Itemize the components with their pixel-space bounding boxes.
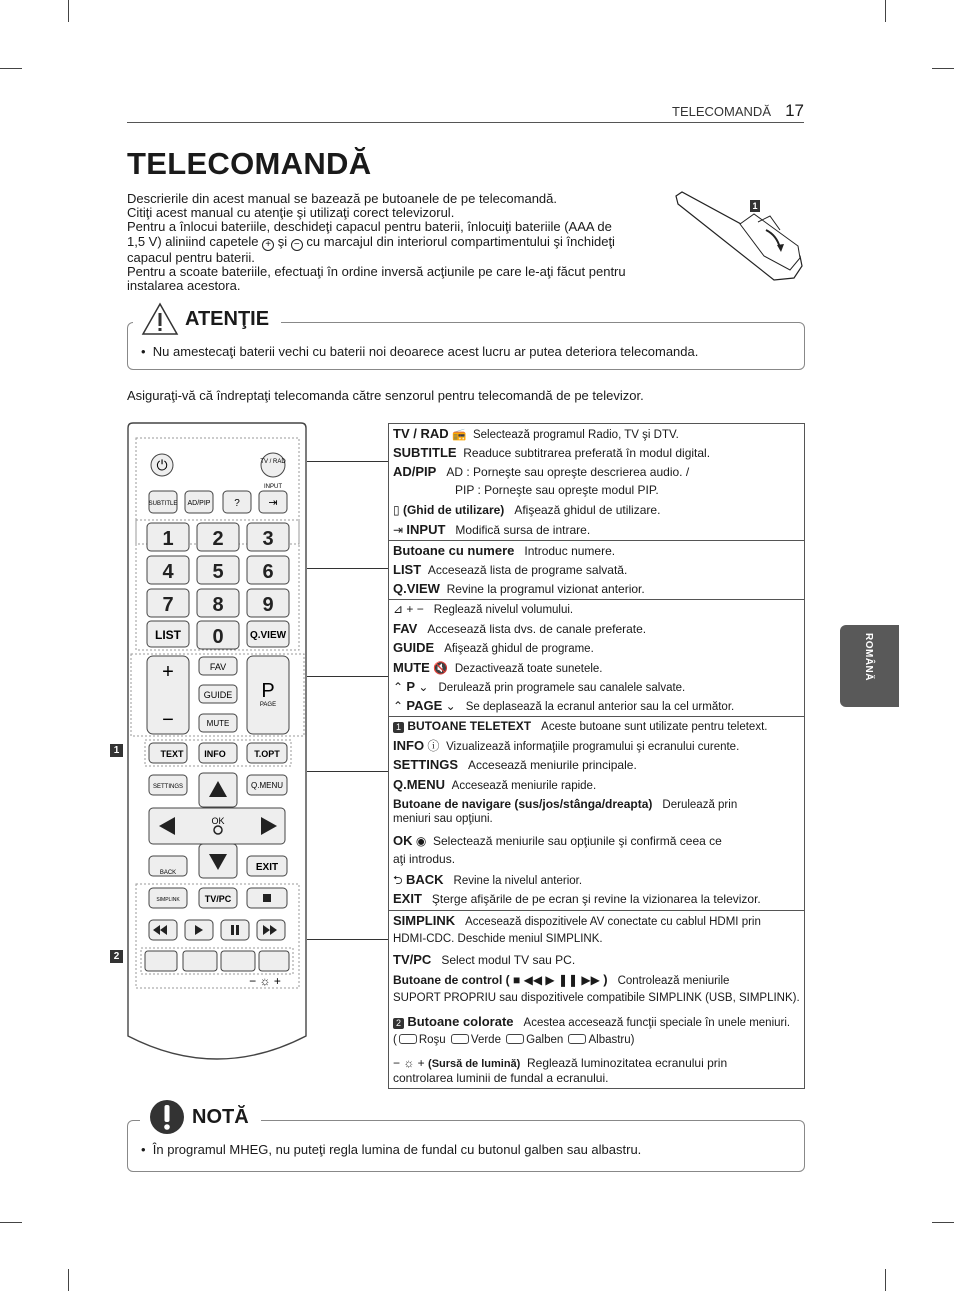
- backlight-icon: − ☼ +: [393, 1056, 425, 1070]
- exclamation-icon: [148, 1098, 186, 1136]
- input-icon: ⇥: [268, 497, 278, 509]
- crop-mark: [68, 0, 69, 22]
- minus-icon: −: [291, 239, 303, 251]
- running-header: [127, 103, 804, 123]
- svg-text:Q.MENU: Q.MENU: [251, 781, 283, 790]
- svg-text:3: 3: [262, 528, 274, 550]
- svg-text:TV/PC: TV/PC: [204, 894, 232, 904]
- svg-text:SETTINGS: SETTINGS: [152, 784, 184, 790]
- crop-mark: [0, 1222, 22, 1223]
- leader-line: [307, 676, 388, 677]
- crop-mark: [0, 68, 22, 69]
- svg-text:7: 7: [162, 594, 174, 616]
- svg-text:P: P: [261, 680, 275, 702]
- svg-text:2: 2: [212, 528, 224, 550]
- back-icon: ⮌: [393, 873, 403, 887]
- green-button-icon: [451, 1034, 469, 1044]
- info-icon: ⓘ: [427, 739, 440, 753]
- language-tab: ROMÂNĂ: [840, 625, 899, 707]
- aim-instruction: Asiguraţi-vă că îndreptaţi telecomanda către senzorul pentru telecomandă de pe televizor.: [127, 388, 644, 403]
- media-control-icons: ■ ◀◀ ▶ ❚❚ ▶▶: [513, 973, 600, 987]
- svg-text:AD/PIP: AD/PIP: [187, 500, 211, 507]
- svg-text:6: 6: [262, 561, 274, 583]
- remote-control-illustration: [127, 422, 307, 1068]
- svg-text:+: +: [162, 661, 174, 683]
- power-icon: ⏻: [156, 457, 168, 473]
- plus-icon: +: [262, 239, 274, 251]
- svg-text:4: 4: [162, 561, 174, 583]
- svg-text:−: −: [162, 709, 174, 731]
- chevron-up-icon: ⌃: [393, 680, 404, 694]
- volume-icon: ⊿ + −: [393, 602, 424, 616]
- crop-mark: [885, 0, 886, 22]
- crop-mark: [68, 1269, 69, 1291]
- svg-text:GUIDE: GUIDE: [203, 690, 233, 700]
- svg-text:9: 9: [262, 594, 274, 616]
- svg-text:INFO: INFO: [204, 749, 226, 759]
- svg-text:MUTE: MUTE: [206, 719, 230, 728]
- table-section-4: 1 BUTOANE TELETEXT Aceste butoane sunt utilizate pentru teletext. INFO ⓘ Vizualizează informaţiile programului şi ecranului curente. SETTINGS Accesează meniurile principale. Q.MENU Accesează meniurile rapide. Butoane de navigare (sus/jos/stânga/dreapta) Derulează prin meniuri sau opţiuni. OK ◉ Selectează meniurile sau opţiunile şi confirmă ceea ce aţi introdus. ⮌ BACK Revine la nivelul anterior. EXIT Şterge afişările de pe ecran şi revine la vizionarea la televizor.: [389, 717, 804, 911]
- battery-cover-illustration: [674, 190, 804, 282]
- leader-line: [307, 939, 388, 940]
- guide-icon: ▯: [393, 503, 400, 517]
- note-bullet: • În programul MHEG, nu puteţi regla lumina de fundal cu butonul galben sau albastru.: [141, 1142, 642, 1157]
- warning-triangle-icon: [141, 302, 179, 336]
- svg-text:EXIT: EXIT: [255, 862, 279, 873]
- red-button-icon: [399, 1034, 417, 1044]
- svg-text:LIST: LIST: [155, 628, 181, 642]
- table-section-1: TV / RAD 📻 Selectează programul Radio, TV şi DTV. SUBTITLE Readuce subtitrarea preferată în modul digital. AD/PIP AD : Porneşte sau opreşte descrierea audio. / PIP : Porneşte sau opreşte modul PIP. ▯ (Ghid de utilizare) Afişează ghidul de utilizare. ⇥ INPUT Modifică sursa de intrare.: [389, 424, 804, 541]
- svg-text:SUBTITLE: SUBTITLE: [148, 501, 178, 507]
- caution-bullet: • Nu amestecaţi baterii vechi cu baterii noi deoarece acest lucru ar putea deteriora telecomanda.: [141, 344, 699, 359]
- callout-1: 1: [110, 744, 123, 757]
- page-number: 17: [785, 101, 804, 120]
- crop-mark: [885, 1269, 886, 1291]
- callout-2: 2: [110, 950, 123, 963]
- button-description-table: [388, 423, 805, 1089]
- caution-heading: ATENŢIE: [133, 299, 281, 339]
- svg-text:T.OPT: T.OPT: [254, 749, 280, 759]
- svg-text:OK: OK: [211, 816, 225, 826]
- blue-button-icon: [568, 1034, 586, 1044]
- table-section-5: SIMPLINK Accesează dispozitivele AV conectate cu cablul HDMI prin HDMI-CDC. Deschide meniul SIMPLINK. TV/PC Select modul TV sau PC. Butoane de control ( ■ ◀◀ ▶ ❚❚ ▶▶ ) Controlează meniurile SUPORT PROPRIU sau dispozitivele compatibile SIMPLINK (USB, SIMPLINK). 2 Butoane colorate Acestea accesează funcţii speciale în unele meniuri. ( Roşu Verde Galben Albastru) − ☼ + (Sursă de lumină) Reglează luminozitatea ecranului prin controlarea luminii de fundal a ecranului.: [393, 913, 800, 1085]
- mute-icon: 🔇: [433, 661, 449, 675]
- svg-text:TEXT: TEXT: [160, 749, 184, 759]
- svg-text:FAV: FAV: [209, 662, 227, 672]
- chevron-down-icon: ⌄: [418, 680, 429, 694]
- svg-text:Q.VIEW: Q.VIEW: [249, 630, 287, 641]
- svg-text:8: 8: [212, 594, 224, 616]
- svg-text:0: 0: [212, 626, 224, 648]
- svg-text:5: 5: [212, 561, 224, 583]
- svg-text:BACK: BACK: [159, 870, 177, 876]
- table-section-3: ⊿ + − Reglează nivelul volumului. FAV Accesează lista dvs. de canale preferate. GUIDE Afişează ghidul de programe. MUTE 🔇 Dezactivează toate sunetele. ⌃ P ⌄ Derulează prin programele sau canalele salvate. ⌃ PAGE ⌄ Se deplasează la ecranul anterior sau la cel următor.: [389, 600, 804, 717]
- leader-line: [307, 568, 388, 569]
- svg-text:SIMPLINK: SIMPLINK: [156, 897, 180, 903]
- svg-text:INPUT: INPUT: [264, 484, 282, 490]
- table-section-2: Butoane cu numere Introduc numere. LIST Accesează lista de programe salvată. Q.VIEW Revine la programul vizionat anterior.: [389, 541, 804, 600]
- page-title: TELECOMANDĂ: [127, 146, 372, 181]
- leader-line: [307, 771, 388, 772]
- header-section: TELECOMANDĂ: [672, 104, 771, 119]
- leader-line: [307, 461, 388, 462]
- svg-text:1: 1: [162, 528, 174, 550]
- svg-text:?: ?: [234, 498, 240, 509]
- svg-text:1: 1: [752, 201, 758, 211]
- ok-icon: ◉: [415, 834, 427, 848]
- intro-text: Descrierile din acest manual se bazează pe butoanele de pe telecomandă. Citiţi acest manual cu atenţie şi utilizaţi corect televizorul. Pentru a înlocui bateriile, deschideţi capacul pentru baterii, înlocuiţi bateriile (AAA de 1,5 V) aliniind capetele + şi − cu marcajul din interiorul compartimentului şi închideţi capacul pentru baterii. Pentru a scoate bateriile, efectuaţi în ordine inversă acţiunile pe care le-aţi făcut pentru instalarea acestora.: [127, 191, 626, 294]
- svg-text:PAGE: PAGE: [259, 702, 277, 708]
- crop-mark: [932, 1222, 954, 1223]
- svg-text:− ☼ +: − ☼ +: [249, 974, 281, 988]
- note-heading: NOTĂ: [140, 1096, 261, 1138]
- crop-mark: [932, 68, 954, 69]
- yellow-button-icon: [506, 1034, 524, 1044]
- svg-text:TV / RAD: TV / RAD: [260, 459, 286, 465]
- input-icon: ⇥: [393, 523, 404, 537]
